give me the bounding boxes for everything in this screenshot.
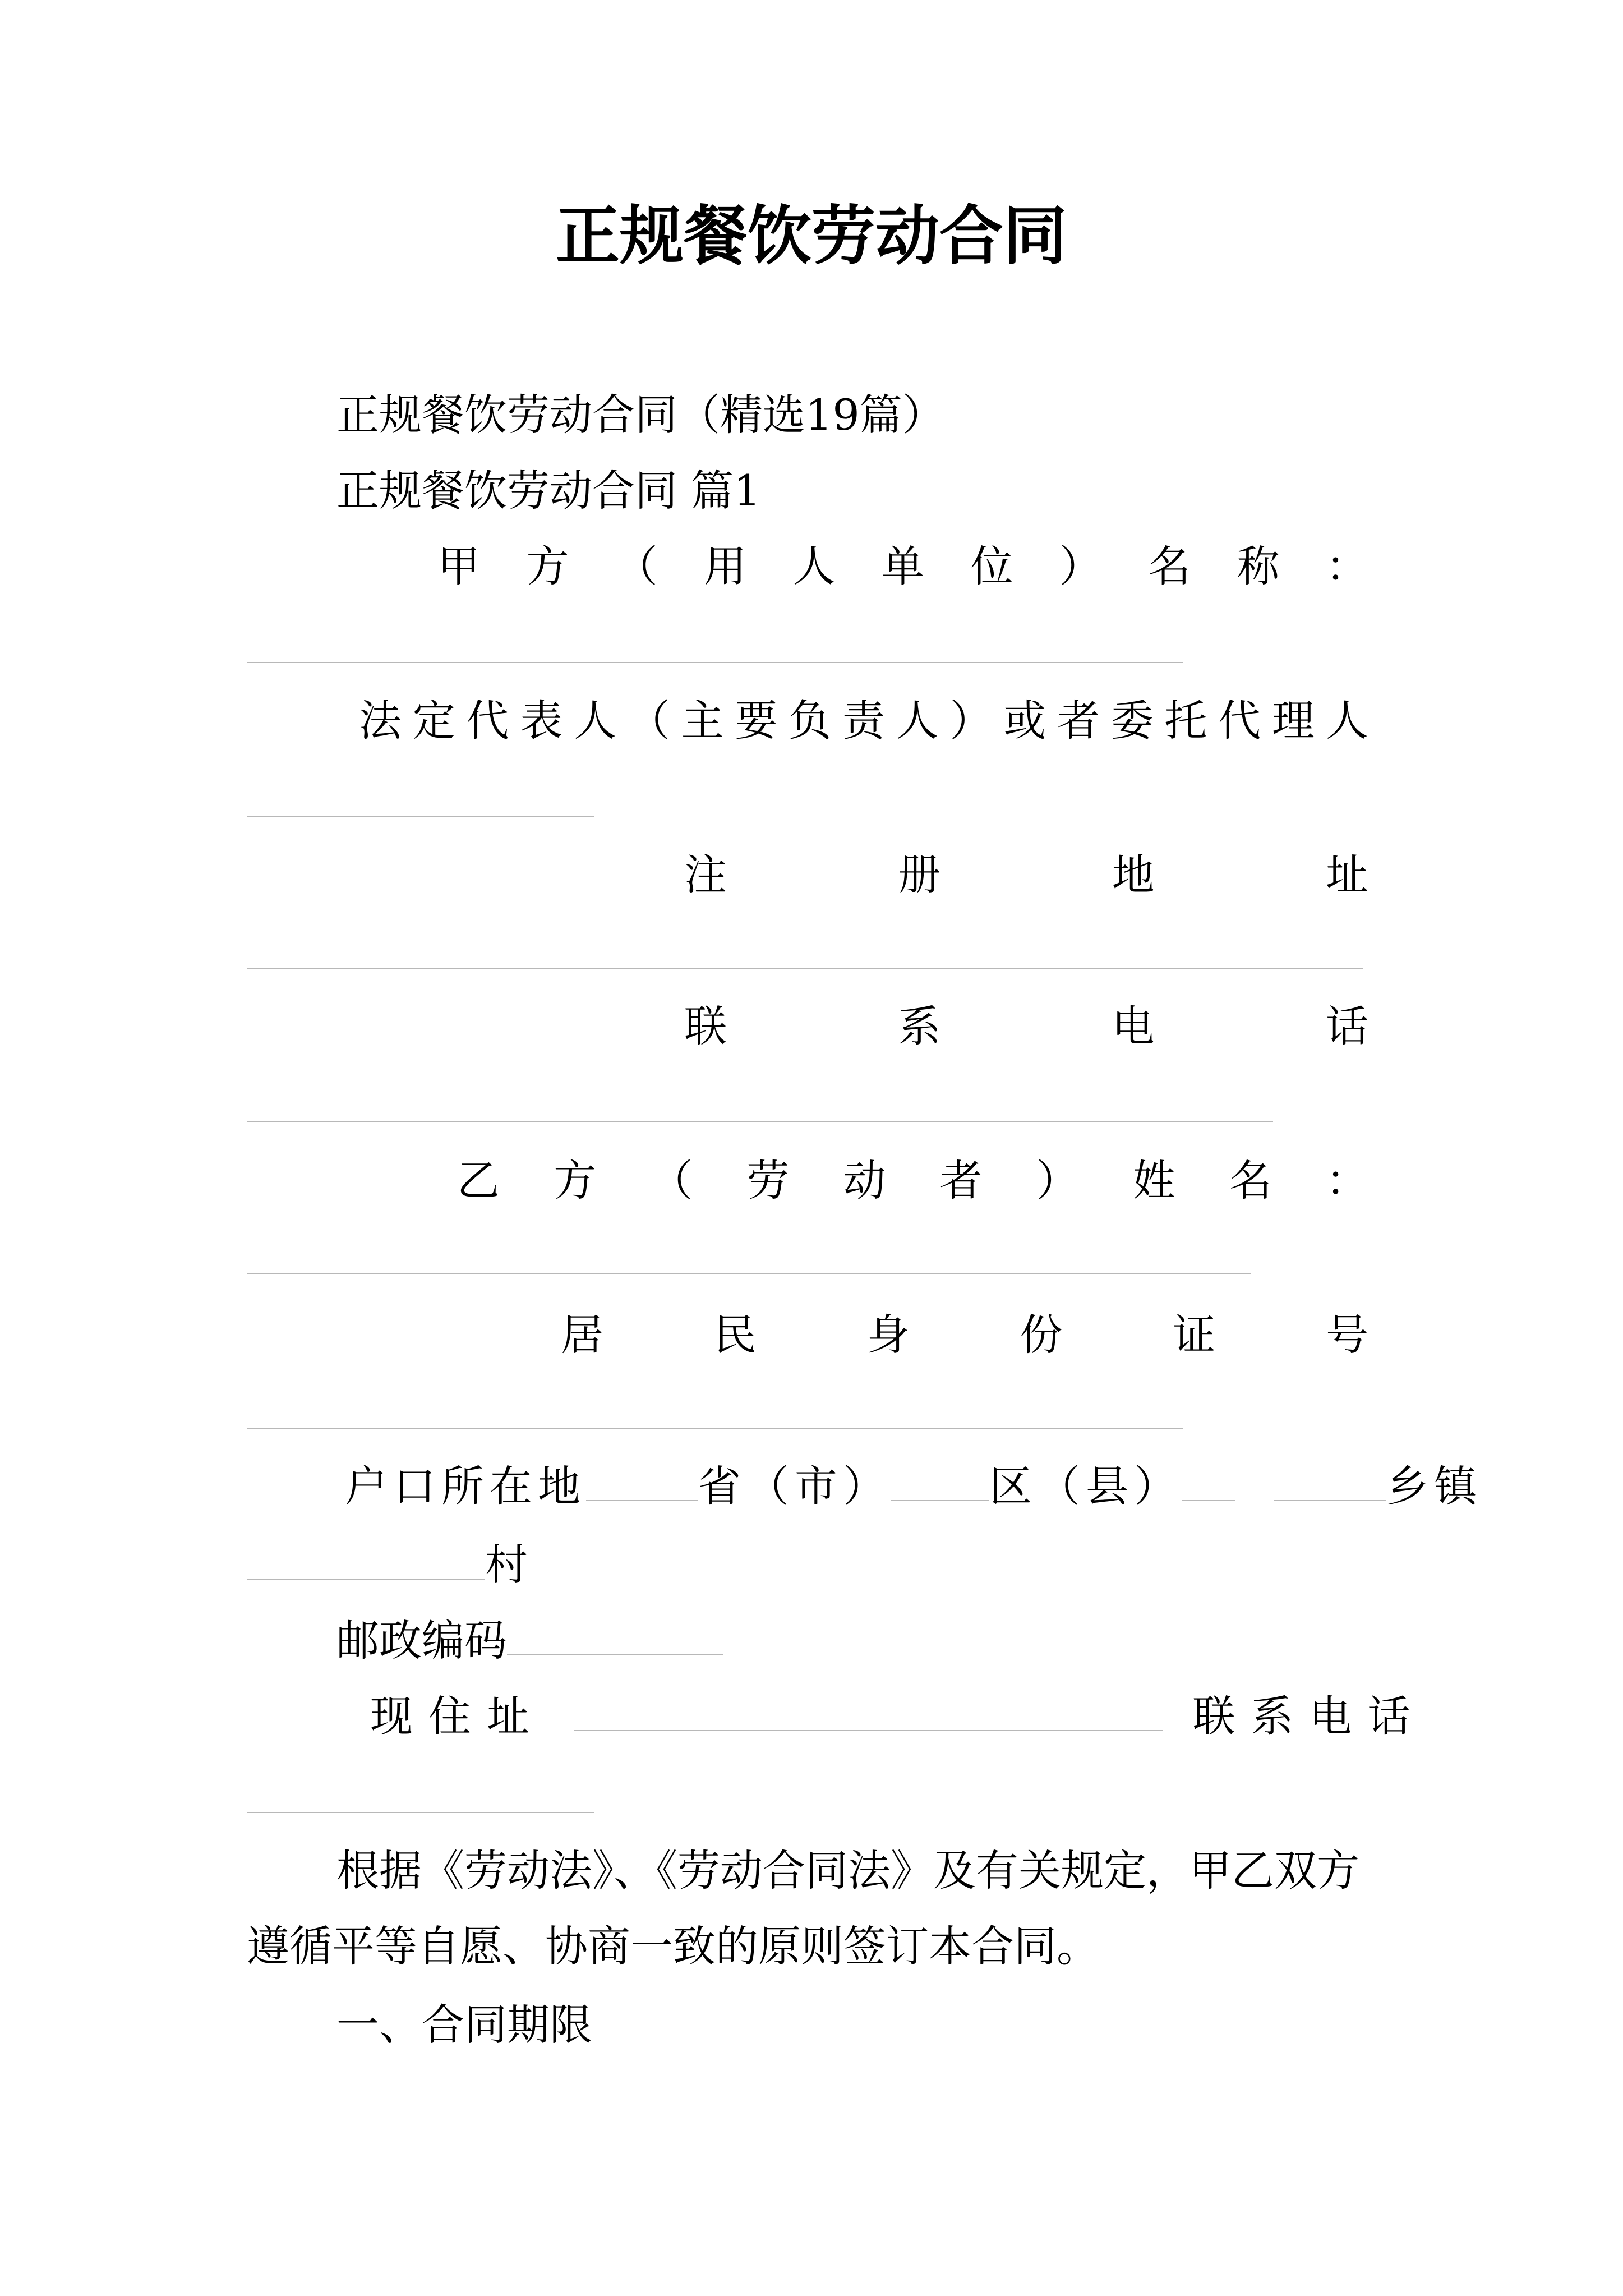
hukou-village-blank[interactable] [247,1539,485,1580]
party-a-phone-label: 联 系 电 话 [684,1001,1368,1051]
party-b-id-label: 居 民 身 份 证 号 [561,1310,1368,1360]
party-a-representative-label: 法 定 代 表 人 （ 主 要 负 责 人 ） 或 者 委 托 代 理 人 [359,696,1368,746]
party-a-representative-blank[interactable] [247,816,594,817]
hukou-district-blank[interactable] [891,1461,989,1501]
document-subtitle: 正规餐饮劳动合同（精选19篇） [336,390,945,440]
hukou-province-blank[interactable] [586,1461,698,1501]
postcode-blank[interactable] [507,1615,723,1655]
party-b-current-address-line: 现住址 联系电话 [370,1691,1426,1741]
party-b-hukou-line: 户口所在地 省（市） 区（县） 乡镇 [345,1461,1483,1511]
party-a-phone-blank[interactable] [247,1121,1273,1122]
party-b-hukou-village-line: 村 [247,1534,528,1596]
party-b-name-blank[interactable] [247,1273,1251,1274]
party-b-name-label: 乙 方 （ 劳 动 者 ） 姓 名 ： [457,1156,1368,1205]
intro-paragraph-line1: 根据《劳动法》、《劳动合同法》及有关规定，甲乙双方 [336,1846,1359,1895]
party-b-phone-blank[interactable] [247,1812,594,1813]
party-a-name-label: 甲 方 （ 用 人 单 位 ） 名 称 ： [437,541,1368,591]
party-b-postcode-line: 邮政编码 [336,1610,723,1672]
hukou-county-blank[interactable] [1182,1461,1235,1501]
intro-paragraph-line2: 遵循平等自愿、协商一致的原则签订本合同。 [247,1921,1099,1971]
current-address-blank[interactable] [574,1691,1163,1731]
document-title: 正规餐饮劳动合同 [555,198,1067,273]
hukou-township-blank[interactable] [1274,1461,1386,1501]
party-a-address-label: 注 册 地 址 [684,850,1368,900]
party-a-address-blank[interactable] [247,968,1363,969]
party-b-id-blank[interactable] [247,1428,1183,1429]
clause-heading-1: 一、合同期限 [336,2000,592,2050]
party-a-name-blank[interactable] [247,662,1183,663]
section-heading: 正规餐饮劳动合同 篇1 [336,466,761,516]
